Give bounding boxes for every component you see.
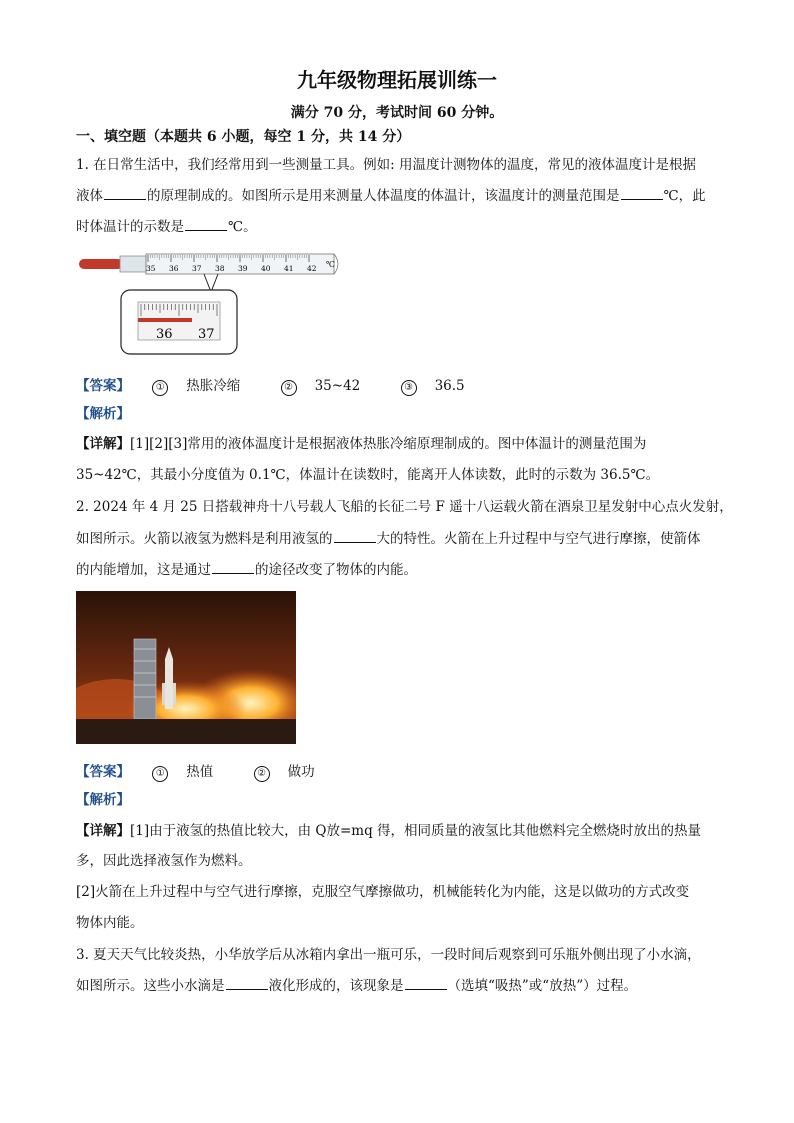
q1-analysis-label: 【解析】 xyxy=(76,406,130,422)
thermometer-neck xyxy=(120,256,146,272)
q2-answer-2 xyxy=(254,764,333,780)
q1-blank-3 xyxy=(185,218,227,231)
page-subtitle: 满分 70 分，考试时间 60 分钟。 xyxy=(290,105,504,121)
q2-line3-text-b: 的途径改变了物体的内能。 xyxy=(255,562,417,578)
q1-line3-text-b: ℃。 xyxy=(228,219,257,235)
scale-label: 37 xyxy=(192,264,202,273)
q1-detail-1-text: [1][2][3]常用的液体温度计是根据液体热胀冷缩原理制成的。图中体温计的测量范围为 xyxy=(130,436,647,452)
q2-blank-2 xyxy=(212,561,254,574)
scale-label: 36 xyxy=(169,264,179,273)
rocket-launch-photo xyxy=(76,591,296,744)
q1-answer-1-text: 热胀冷缩 xyxy=(186,378,241,394)
circled-number-3: ③ xyxy=(401,380,417,396)
zoom-mercury xyxy=(138,318,192,322)
q2-detail-label: 【详解】 xyxy=(76,823,130,839)
q1-line2-text-c: ℃，此 xyxy=(663,188,706,204)
thermometer-figure xyxy=(76,250,346,360)
q2-blank-1 xyxy=(334,530,376,543)
q1-answer-3 xyxy=(401,378,483,394)
q1-detail-1 xyxy=(76,435,646,453)
q2-answer-2-text: 做功 xyxy=(287,764,315,780)
q2-answer-row xyxy=(76,760,351,782)
q1-line3 xyxy=(76,218,257,236)
q3-line2-text-b: 液化形成的，该现象是 xyxy=(268,978,404,994)
q1-blank-2 xyxy=(621,187,663,200)
q3-line2 xyxy=(76,977,637,995)
q2-detail-4: 物体内能。 xyxy=(76,915,144,931)
zoom-label-36: 36 xyxy=(156,327,173,342)
scale-label: 42 xyxy=(307,264,317,273)
ground xyxy=(76,719,296,744)
q2-line2-text-a: 如图所示。火箭以液氢为燃料是利用液氢的 xyxy=(76,531,333,547)
q1-line2-text-a: 液体 xyxy=(76,188,103,204)
q2-analysis-label: 【解析】 xyxy=(76,792,130,808)
section-heading: 一、填空题（本题共 6 小题，每空 1 分，共 14 分） xyxy=(76,129,411,145)
q3-blank-1 xyxy=(226,977,268,990)
q2-line3 xyxy=(76,561,417,579)
circled-number-2: ② xyxy=(254,766,270,782)
q2-answer-1 xyxy=(152,764,231,780)
q1-line2-text-b: 的原理制成的。如图所示是用来测量人体温度的体温计，该温度计的测量范围是 xyxy=(147,188,620,204)
scale-label: 38 xyxy=(215,264,225,273)
q1-answer-3-text: 36.5 xyxy=(434,378,465,394)
q3-blank-2 xyxy=(405,977,447,990)
q2-line2 xyxy=(76,530,701,548)
q1-answer-1 xyxy=(152,378,258,394)
thermometer-bulb xyxy=(79,259,123,269)
q1-blank-1 xyxy=(104,187,146,200)
q1-line2 xyxy=(76,187,706,205)
q3-line2-text-c: （选填“吸热”或“放热”）过程。 xyxy=(447,978,638,994)
scale-label: 40 xyxy=(261,264,271,273)
launch-tower xyxy=(134,639,156,719)
q2-detail-1-text: [1]由于液氢的热值比较大，由 Q放=mq 得，相同质量的液氢比其他燃料完全燃烧时放出的热量 xyxy=(130,823,702,839)
q2-answer-1-text: 热值 xyxy=(186,764,214,780)
q2-detail-2: 多，因此选择液氢作为燃料。 xyxy=(76,853,252,869)
q3-line1: 3. 夏天天气比较炎热，小华放学后从冰箱内拿出一瓶可乐，一段时间后观察到可乐瓶外侧出现了小水滴， xyxy=(76,947,701,963)
rocket-body xyxy=(165,659,173,709)
answer-label: 【答案】 xyxy=(76,764,130,780)
scale-label: 35 xyxy=(146,264,156,273)
q1-answer-2 xyxy=(281,378,379,394)
q1-detail-2: 35~42℃，其最小分度值为 0.1℃，体温计在读数时，能离开人体读数，此时的示数为 36.5℃。 xyxy=(76,467,660,483)
page-title: 九年级物理拓展训练一 xyxy=(297,68,497,92)
q2-line2-text-b: 大的特性。火箭在上升过程中与空气进行摩擦，使箭体 xyxy=(376,531,701,547)
zoom-pointer xyxy=(204,274,218,292)
circled-number-2: ② xyxy=(281,380,297,396)
q1-line3-text-a: 时体温计的示数是 xyxy=(76,219,184,235)
scale-label: 41 xyxy=(284,264,294,273)
q2-detail-1 xyxy=(76,822,701,840)
q1-answer-2-text: 35~42 xyxy=(314,378,361,394)
scale-label: 39 xyxy=(238,264,248,273)
answer-label: 【答案】 xyxy=(76,378,130,394)
circled-number-1: ① xyxy=(152,766,168,782)
thermometer-unit: ℃ xyxy=(326,260,335,269)
booster-right xyxy=(173,683,176,705)
q2-line3-text-a: 的内能增加，这是通过 xyxy=(76,562,211,578)
circled-number-1: ① xyxy=(152,380,168,396)
booster-left xyxy=(162,683,165,705)
zoom-label-37: 37 xyxy=(198,327,215,342)
q1-detail-label: 【详解】 xyxy=(76,436,130,452)
q1-answer-row xyxy=(76,374,501,396)
q2-line1: 2. 2024 年 4 月 25 日搭载神舟十八号载人飞船的长征二号 F 遥十八运载火箭在酒泉卫星发射中心点火发射， xyxy=(76,499,733,515)
q1-line1: 1. 在日常生活中，我们经常用到一些测量工具。例如: 用温度计测物体的温度，常见的液体温度计是根据 xyxy=(76,157,697,173)
q3-line2-text-a: 如图所示。这些小水滴是 xyxy=(76,978,225,994)
q2-detail-3: [2]火箭在上升过程中与空气进行摩擦，克服空气摩擦做功，机械能转化为内能，这是以做功的方式改变 xyxy=(76,884,690,900)
